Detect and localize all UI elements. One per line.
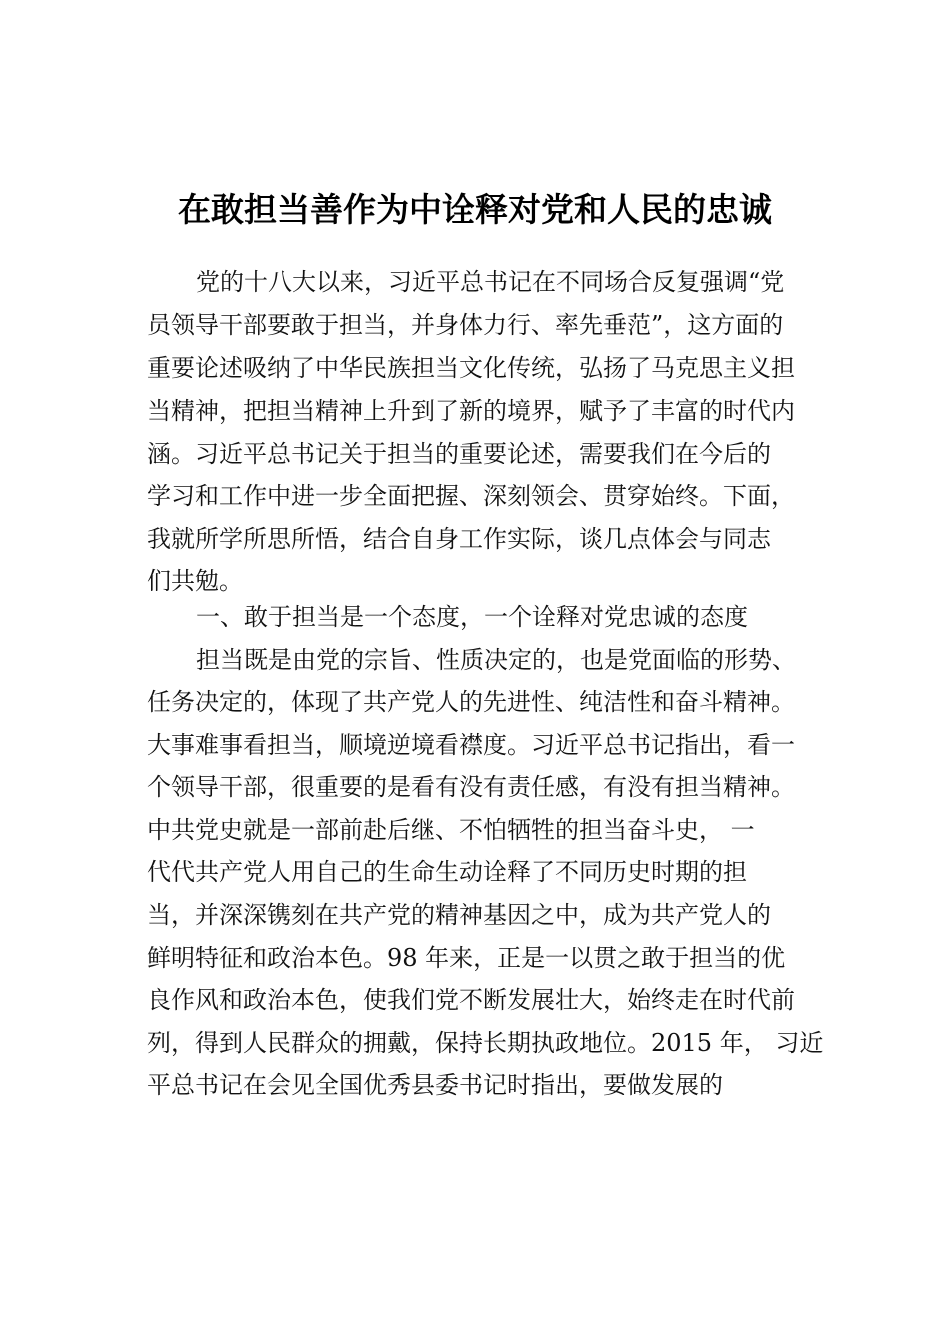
paragraph-2-line-1: 担当既是由党的宗旨、性质决定的，也是党面临的形势、 — [196, 646, 796, 674]
paragraph-1-line-5: 涵。习近平总书记关于担当的重要论述，需要我们在今后的 — [147, 440, 771, 468]
paragraph-2-line-8: 鲜明特征和政治本色。98 年来，正是一以贯之敢于担当的优 — [147, 944, 786, 972]
paragraph-1-line-3: 重要论述吸纳了中华民族担当文化传统，弘扬了马克思主义担 — [147, 354, 795, 382]
paragraph-1-line-8: 们共勉。 — [147, 567, 243, 595]
document-title: 在敢担当善作为中诠释对党和人民的忠诚 — [178, 190, 772, 229]
paragraph-2-line-9: 良作风和政治本色，使我们党不断发展壮大，始终走在时代前 — [147, 986, 795, 1014]
paragraph-2-line-3: 大事难事看担当，顺境逆境看襟度。习近平总书记指出，看一 — [147, 731, 795, 759]
paragraph-2-line-4: 个领导干部，很重要的是看有没有责任感，有没有担当精神。 — [147, 773, 795, 801]
section-heading-1: 一、敢于担当是一个态度，一个诠释对党忠诚的态度 — [196, 603, 748, 631]
paragraph-1-line-6: 学习和工作中进一步全面把握、深刻领会、贯穿始终。下面， — [147, 482, 795, 510]
paragraph-1-line-1: 党的十八大以来，习近平总书记在不同场合反复强调“党 — [196, 268, 785, 296]
paragraph-2-line-6: 代代共产党人用自己的生命生动诠释了不同历史时期的担 — [147, 858, 747, 886]
paragraph-2-line-11: 平总书记在会见全国优秀县委书记时指出，要做发展的 — [147, 1071, 723, 1099]
paragraph-2-line-2: 任务决定的，体现了共产党人的先进性、纯洁性和奋斗精神。 — [147, 688, 795, 716]
paragraph-2-line-10: 列，得到人民群众的拥戴，保持长期执政地位。2015 年， 习近 — [147, 1029, 824, 1057]
paragraph-2-line-5: 中共党史就是一部前赴后继、不怕牺牲的担当奋斗史， 一 — [147, 816, 755, 844]
paragraph-2-line-7: 当，并深深镌刻在共产党的精神基因之中，成为共产党人的 — [147, 901, 771, 929]
paragraph-1-line-2: 员领导干部要敢于担当，并身体力行、率先垂范”，这方面的 — [147, 311, 784, 339]
paragraph-1-line-4: 当精神，把担当精神上升到了新的境界，赋予了丰富的时代内 — [147, 397, 795, 425]
paragraph-1-line-7: 我就所学所思所悟，结合自身工作实际，谈几点体会与同志 — [147, 525, 771, 553]
